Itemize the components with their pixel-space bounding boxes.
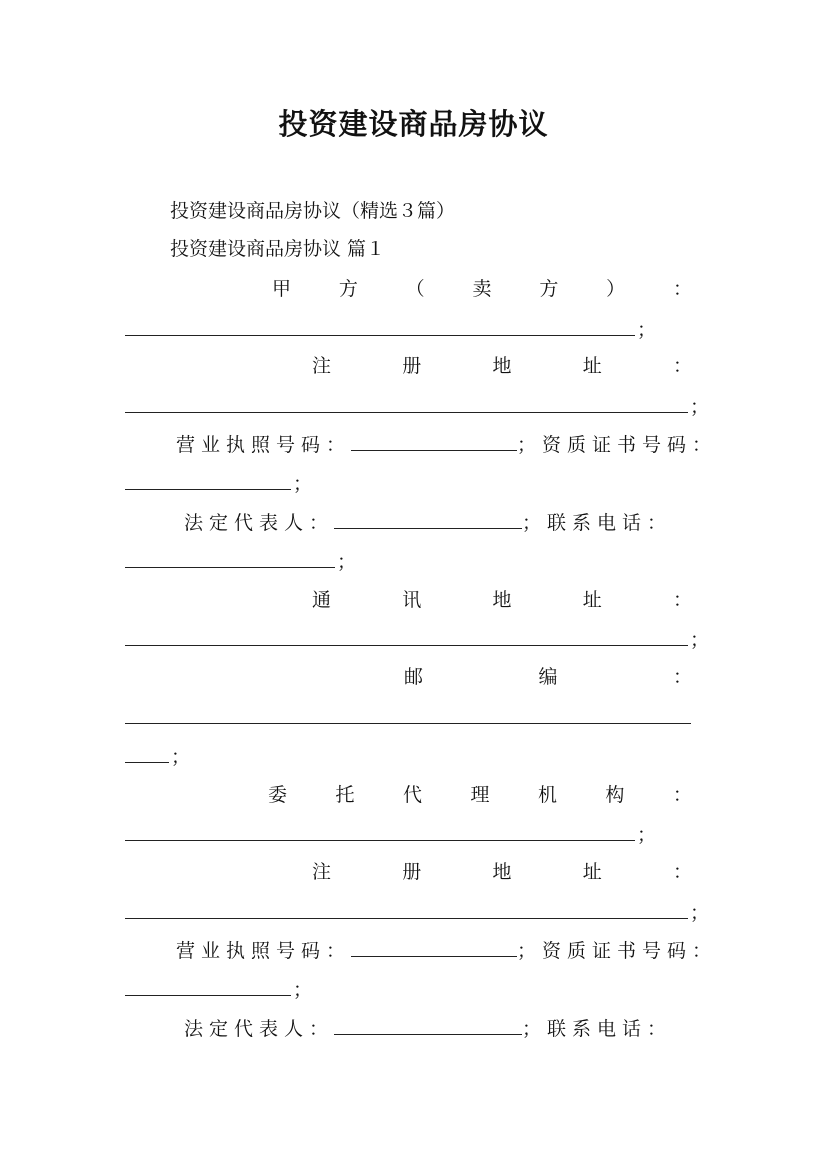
agency-qualification-blank-line [125,976,695,1002]
agency-reg-address-label [312,859,692,885]
contact-address-blank[interactable] [125,626,688,646]
section-heading: 投资建设商品房协议 篇１ [170,238,386,260]
party-a-char: （ [405,278,425,300]
reg-address-char: 地 [492,355,512,377]
contact-address-char: 讯 [402,589,422,611]
agency-char: 机 [537,784,557,806]
legal-rep-line [184,509,696,535]
intro-line: 投资建设商品房协议（精选３篇） [170,200,456,222]
legal-rep-label: 法定代表人： [184,512,335,534]
reg-address-label [312,353,692,379]
reg-address-blank[interactable] [125,393,688,413]
postcode-char: ： [672,666,692,688]
contact-address-char: ： [672,589,692,611]
semicolon: ； [690,396,710,418]
agency-blank[interactable] [125,821,635,841]
party-a-char: 甲 [272,278,292,300]
reg-address-char: 注 [312,861,332,883]
party-a-char: ： [672,278,692,300]
agency-reg-address-blank-line [125,899,710,925]
agency-license-blank[interactable] [351,937,517,957]
contact-address-char: 地 [492,589,512,611]
phone-label: ；联系电话： [522,512,673,534]
semicolon: ； [637,824,657,846]
agency-legal-rep-line [184,1015,696,1041]
reg-address-char: ： [672,355,692,377]
semicolon: ； [690,902,710,924]
document-title: 投资建设商品房协议 [278,107,549,141]
phone-label: ；联系电话： [522,1018,673,1040]
postcode-blank-line-1 [125,704,695,730]
semicolon: ； [637,319,657,341]
reg-address-char: ： [672,861,692,883]
qualification-label: ；资质证书号码： [517,434,718,456]
postcode-blank-continued[interactable] [125,743,169,763]
phone-blank-line [125,548,695,574]
reg-address-char: 址 [582,355,602,377]
phone-blank[interactable] [125,548,335,568]
agency-char: 委 [268,784,288,806]
semicolon: ； [171,746,191,768]
postcode-label [404,664,692,690]
agency-char: 代 [402,784,422,806]
agency-label [268,782,692,808]
agency-reg-address-blank[interactable] [125,899,688,919]
legal-rep-blank[interactable] [334,509,522,529]
agency-char: 托 [335,784,355,806]
qualification-blank-line [125,470,695,496]
agency-legal-rep-blank[interactable] [334,1015,522,1035]
license-blank[interactable] [351,431,517,451]
contact-address-label [312,587,692,613]
party-a-char: 方 [338,278,358,300]
postcode-char: 邮 [404,666,424,688]
party-a-blank[interactable] [125,316,635,336]
reg-address-blank-line [125,393,710,419]
party-a-char: 卖 [472,278,492,300]
agency-license-line [176,937,718,963]
reg-address-char: 址 [582,861,602,883]
reg-address-char: 册 [402,861,422,883]
agency-blank-line [125,821,695,847]
agency-char: 理 [470,784,490,806]
party-a-char: ） [606,278,626,300]
party-a-char: 方 [539,278,559,300]
contact-address-char: 址 [582,589,602,611]
reg-address-char: 地 [492,861,512,883]
contact-address-char: 通 [312,589,332,611]
license-label: 营业执照号码： [176,434,352,456]
semicolon: ； [337,551,357,573]
reg-address-char: 册 [402,355,422,377]
agency-char: 构 [605,784,625,806]
license-label: 营业执照号码： [176,940,352,962]
party-a-blank-line [125,316,695,342]
qualification-blank[interactable] [125,470,291,490]
agency-qualification-blank[interactable] [125,976,291,996]
legal-rep-label: 法定代表人： [184,1018,335,1040]
party-a-label [272,276,692,302]
postcode-char: 编 [538,666,558,688]
contact-address-blank-line [125,626,710,652]
license-line [176,431,718,457]
semicolon: ； [293,473,313,495]
reg-address-char: 注 [312,355,332,377]
semicolon: ； [690,629,710,651]
semicolon: ； [293,979,313,1001]
postcode-blank-line-2 [125,743,695,769]
agency-char: ： [672,784,692,806]
postcode-blank[interactable] [125,704,691,724]
qualification-label: ；资质证书号码： [517,940,718,962]
